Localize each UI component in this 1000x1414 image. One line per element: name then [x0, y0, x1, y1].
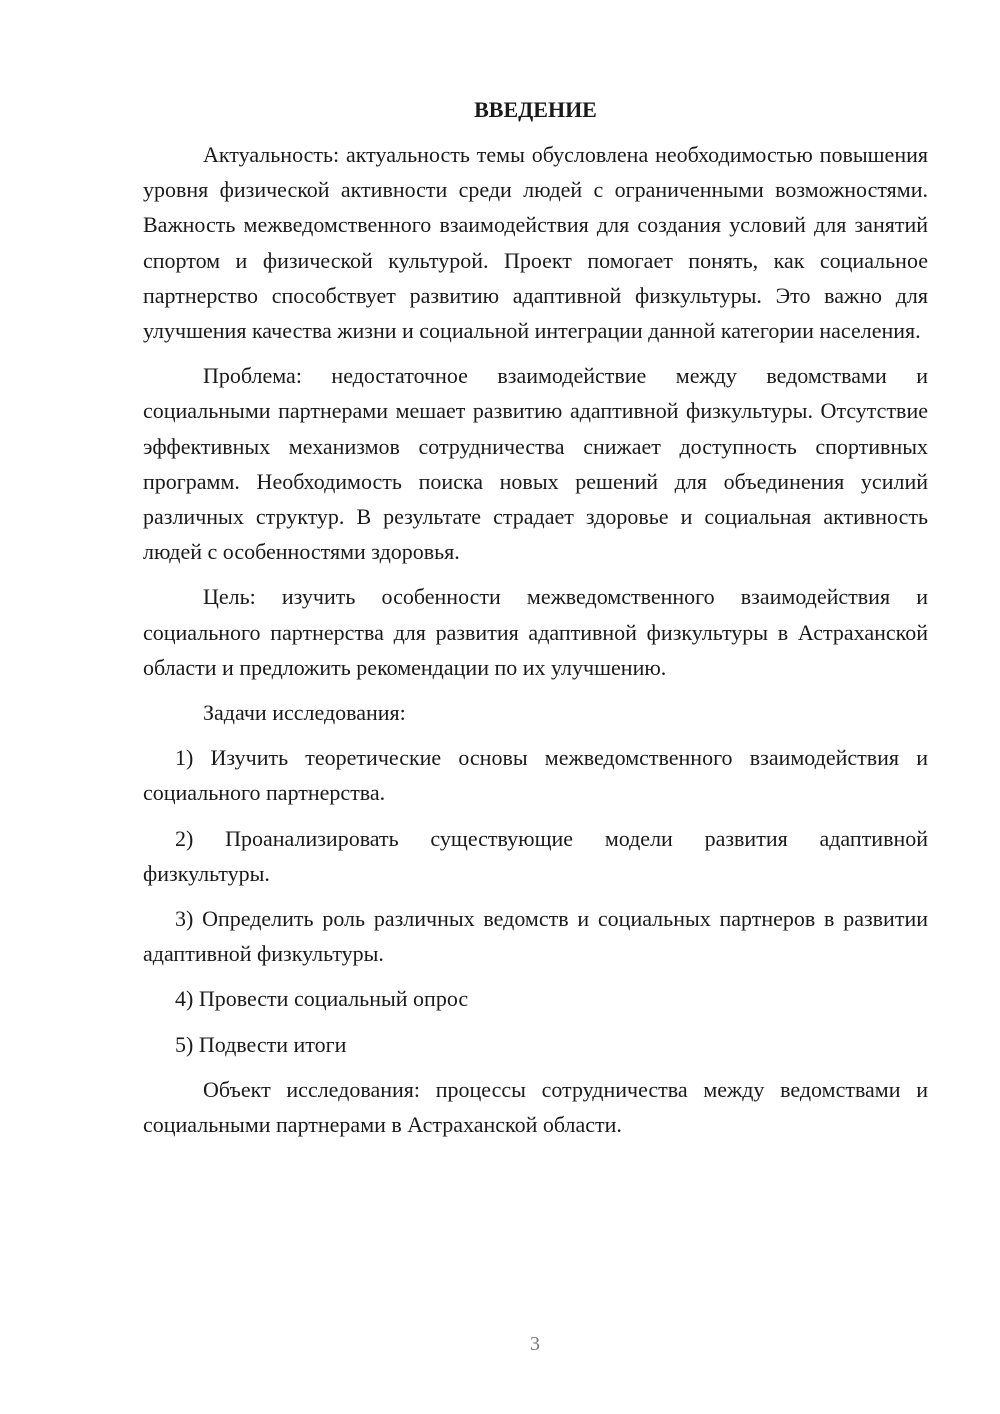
problem-paragraph: Проблема: недостаточное взаимодействие между ведомствами и социальными партнерами мешает развитию адаптивной физкультуры. Отсутствие эффективных механизмов сотрудничества снижает доступность спортивных программ. Необходимость поиска новых решений для объединения усилий различных структур. В результате страдает здоровье и социальная активность людей с особенностями здоровья.	[143, 363, 928, 565]
section-title: ВВЕДЕНИЕ	[474, 97, 597, 122]
list-item: 3) Определить роль различных ведомств и социальных партнеров в развитии адаптивной физкультуры.	[143, 906, 928, 967]
goal-paragraph: Цель: изучить особенности межведомственного взаимодействия и социального партнерства для развития адаптивной физкультуры в Астраханской области и предложить рекомендации по их улучшению.	[143, 584, 928, 680]
document-page	[143, 92, 928, 1152]
list-item: 5) Подвести итоги	[175, 1031, 347, 1057]
list-item: 1) Изучить теоретические основы межведомственного взаимодействия и социального партнерства.	[143, 745, 928, 806]
page-number: 3	[530, 1333, 540, 1355]
tasks-heading: Задачи исследования:	[203, 700, 406, 726]
relevance-paragraph: Актуальность: актуальность темы обусловлена необходимостью повышения уровня физической активности среди людей с ограниченными возможностями. Важность межведомственного взаимодействия для создания условий для занятий спортом и физической культурой. Проект помогает понять, как социальное партнерство способствует развитию адаптивной физкультуры. Это важно для улучшения качества жизни и социальной интеграции данной категории населения.	[143, 142, 928, 344]
list-item: 2) Проанализировать существующие модели развития адаптивной физкультуры.	[143, 825, 928, 886]
object-paragraph: Объект исследования: процессы сотрудничества между ведомствами и социальными партнерами в Астраханской области.	[143, 1076, 928, 1138]
list-item: 4) Провести социальный опрос	[175, 986, 469, 1012]
tasks-list	[143, 740, 928, 1062]
